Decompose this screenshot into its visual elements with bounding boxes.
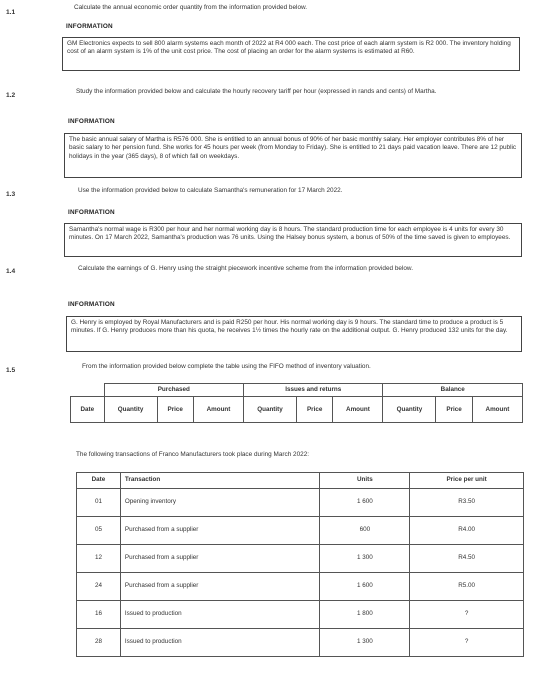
fifo-group-header-row <box>71 384 523 397</box>
tx-description: Purchased from a supplier <box>120 545 320 573</box>
tx-col-date: Date <box>77 473 121 489</box>
tx-col-price: Price per unit <box>410 473 524 489</box>
tx-date: 24 <box>77 573 121 601</box>
transactions-table <box>76 472 524 657</box>
tx-description: Issued to production <box>120 629 320 657</box>
tx-price: R3.50 <box>410 489 524 517</box>
tx-description: Purchased from a supplier <box>120 573 320 601</box>
table-row <box>77 629 524 657</box>
info-heading-1-3: INFORMATION <box>68 209 115 216</box>
table-row <box>77 601 524 629</box>
fifo-col-quantity: Quantity <box>244 397 297 423</box>
tx-description: Purchased from a supplier <box>120 517 320 545</box>
tx-price: ? <box>410 629 524 657</box>
info-box-1-3: Samantha's normal wage is R300 per hour and her normal working day is 8 hours. The standard production time for each employee is 4 units for every 30 minutes. On 17 March 2022, Samantha's production was 76 units. Using the Halsey bonus system, a bonus of 50% of the time saved is given to employees. <box>64 223 522 257</box>
tx-units: 1 600 <box>320 573 410 601</box>
question-number-1-5: 1.5 <box>6 367 16 374</box>
tx-date: 01 <box>77 489 121 517</box>
tx-description: Issued to production <box>120 601 320 629</box>
tx-price: R5.00 <box>410 573 524 601</box>
info-box-1-1: GM Electronics expects to sell 800 alarm systems each month of 2022 at R4 000 each. The cost price of each alarm system is R2 000. The inventory holding cost of an alarm system is 1% of the unit cost price. The cost of placing an order for the alarm systems is estimated at R60. <box>62 37 520 71</box>
tx-col-units: Units <box>320 473 410 489</box>
tx-units: 1 800 <box>320 601 410 629</box>
info-box-1-4: G. Henry is employed by Royal Manufacturers and is paid R250 per hour. His normal working day is 9 hours. The standard time to produce a product is 5 minutes. If G. Henry produces more than his quota, he receives 1½ times the hourly rate on the additional output. G. Henry produced 132 units for the day. <box>66 316 522 352</box>
info-box-1-2: The basic annual salary of Martha is R576 000. She is entitled to an annual bonus of 90% of her basic monthly salary. Her employer contributes 8% of her basic salary to her pension fund. She works for 45 hours per week (from Monday to Friday). She is entitled to 21 days paid vacation leave. There are 12 public holidays in the year (365 days), 8 of which fall on weekdays. <box>64 133 522 178</box>
fifo-group-balance: Balance <box>383 384 523 397</box>
fifo-col-amount: Amount <box>472 397 522 423</box>
tx-price: ? <box>410 601 524 629</box>
question-1-1-prompt: Calculate the annual economic order quantity from the information provided below. <box>74 4 308 11</box>
fifo-table <box>70 383 523 423</box>
question-number-1-3: 1.3 <box>6 191 16 198</box>
question-1-4-prompt: Calculate the earnings of G. Henry using the straight piecework incentive scheme from the information provided below. <box>78 265 413 272</box>
tx-description: Opening inventory <box>120 489 320 517</box>
table-row <box>77 489 524 517</box>
fifo-group-issues: Issues and returns <box>244 384 383 397</box>
question-1-3-prompt: Use the information provided below to calculate Samantha's remuneration for 17 March 2022. <box>78 187 343 194</box>
question-number-1-4: 1.4 <box>6 268 16 275</box>
fifo-group-blank <box>71 384 105 397</box>
tx-date: 05 <box>77 517 121 545</box>
fifo-col-amount: Amount <box>333 397 383 423</box>
question-1-5-prompt: From the information provided below complete the table using the FIFO method of inventory valuation. <box>82 363 371 370</box>
tx-units: 1 300 <box>320 629 410 657</box>
tx-units: 600 <box>320 517 410 545</box>
info-heading-1-4: INFORMATION <box>68 301 115 308</box>
transactions-intro: The following transactions of Franco Manufacturers took place during March 2022: <box>76 451 310 458</box>
tx-price: R4.00 <box>410 517 524 545</box>
tx-col-transaction: Transaction <box>120 473 320 489</box>
question-number-1-2: 1.2 <box>6 92 16 99</box>
fifo-col-quantity: Quantity <box>104 397 157 423</box>
fifo-group-purchased: Purchased <box>104 384 243 397</box>
table-row <box>77 517 524 545</box>
tx-date: 16 <box>77 601 121 629</box>
fifo-col-date: Date <box>71 397 105 423</box>
fifo-col-quantity: Quantity <box>383 397 436 423</box>
fifo-column-header-row <box>71 397 523 423</box>
fifo-col-amount: Amount <box>193 397 243 423</box>
info-heading-1-2: INFORMATION <box>68 118 115 125</box>
fifo-col-price: Price <box>157 397 193 423</box>
tx-date: 12 <box>77 545 121 573</box>
info-heading-1-1: INFORMATION <box>66 23 113 30</box>
fifo-col-price: Price <box>436 397 472 423</box>
fifo-col-price: Price <box>296 397 332 423</box>
tx-units: 1 300 <box>320 545 410 573</box>
tx-date: 28 <box>77 629 121 657</box>
table-row <box>77 545 524 573</box>
question-number-1-1: 1.1 <box>6 9 16 16</box>
question-1-2-prompt: Study the information provided below and calculate the hourly recovery tariff per hour (expressed in rands and cents) of Martha. <box>76 88 437 95</box>
tx-units: 1 600 <box>320 489 410 517</box>
tx-price: R4.50 <box>410 545 524 573</box>
transactions-header-row <box>77 473 524 489</box>
table-row <box>77 573 524 601</box>
